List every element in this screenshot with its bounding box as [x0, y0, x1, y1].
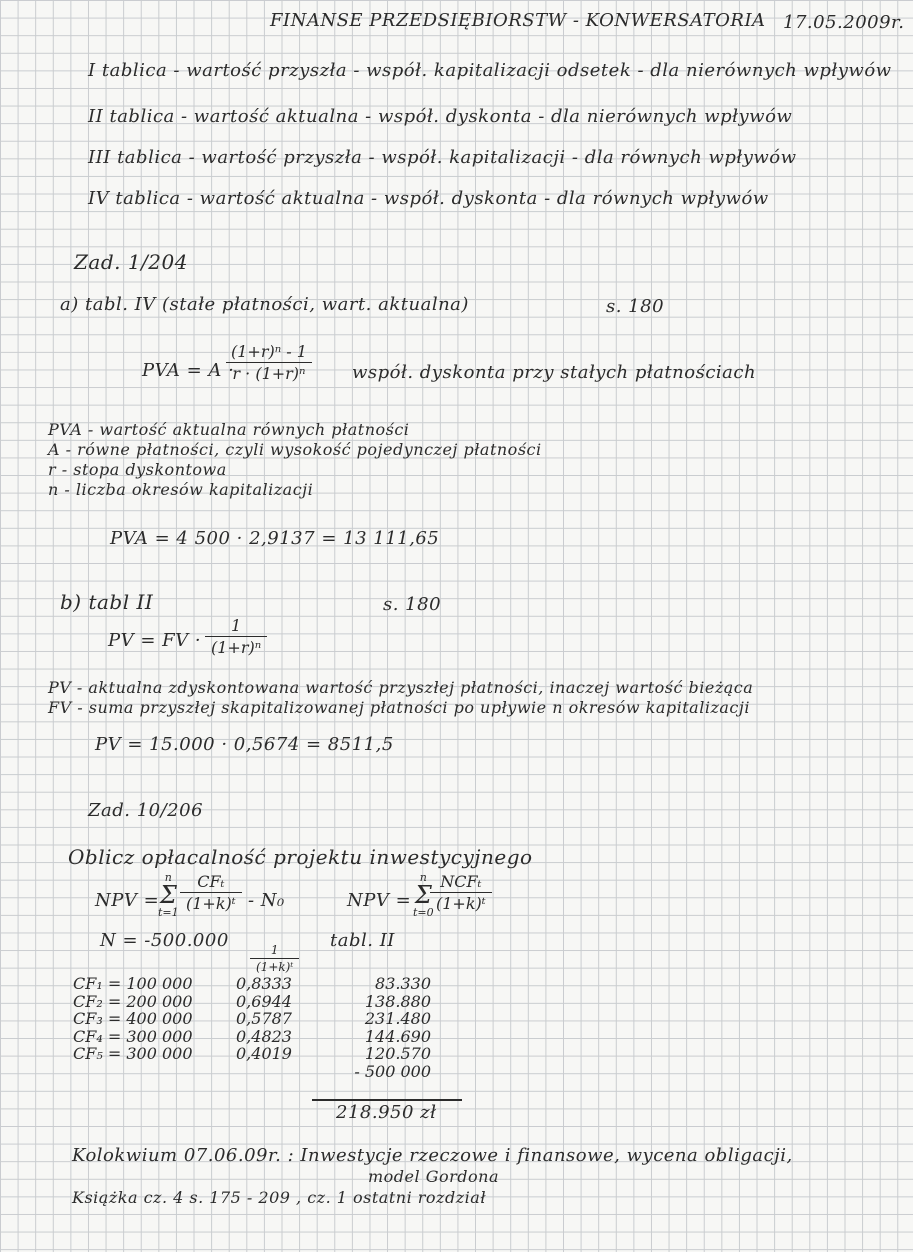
pva-fraction	[225, 342, 313, 383]
zad10-intro: Oblicz opłacalność projektu inwestycyjnego	[68, 845, 533, 869]
table-text: tablica - wartość przyszła - współ. kapitalizacji odsetek - dla nierównych wpływów	[101, 60, 892, 81]
pva-formula-lhs: PVA = A ·	[142, 360, 235, 381]
npv-formula-1-lhs: NPV =	[95, 890, 160, 911]
npv2-denominator: (1+k)ᵗ	[430, 892, 492, 913]
pv-def-2: FV - suma przyszłej skapitalizowanej płatności po upływie n okresów kapitalizacji	[48, 698, 750, 717]
coefficient-row: 0,5787	[236, 1009, 292, 1029]
npv1-numerator: CFₜ	[197, 872, 225, 891]
npv-result: 218.950 zł	[336, 1102, 437, 1123]
footer-line-2: model Gordona	[368, 1167, 499, 1186]
cash-flows-column	[73, 975, 193, 1063]
pva-def-3: r - stopa dyskontowa	[48, 460, 227, 479]
pv-calculation: PV = 15.000 · 0,5674 = 8511,5	[95, 734, 394, 755]
pva-calculation: PVA = 4 500 · 2,9137 = 13 111,65	[110, 528, 440, 549]
pva-numerator: (1+r)ⁿ - 1	[231, 342, 307, 361]
sum-bottom: t=0	[413, 906, 434, 919]
footer-line-1: Kolokwium 07.06.09r. : Inwestycje rzeczowe i finansowe, wycena obligacji,	[72, 1145, 793, 1166]
pv-fraction	[205, 616, 267, 657]
discounted-row: 138.880	[364, 991, 431, 1011]
table-number: I	[88, 60, 96, 81]
pva-formula-note: współ. dyskonta przy stałych płatnościach	[352, 362, 757, 383]
table-number: II	[88, 106, 104, 127]
table-line-3	[88, 147, 797, 168]
table-reference: tabl. II	[330, 930, 395, 951]
coefficients-column	[236, 975, 292, 1063]
coefficient-row: 0,4019	[236, 1044, 292, 1064]
discounted-row: 231.480	[364, 1009, 431, 1029]
coef-denominator: (1+k)ᵗ	[250, 958, 299, 974]
zad1b-page: s. 180	[383, 594, 442, 615]
discounted-column	[336, 975, 431, 1081]
cash-flow-row: CF₄ = 300 000	[73, 1026, 193, 1046]
cash-flow-row: CF₃ = 400 000	[73, 1009, 193, 1029]
table-text: tablica - wartość przyszła - współ. kapitalizacji - dla równych wpływów	[117, 147, 797, 168]
zad1a-page: s. 180	[606, 296, 665, 317]
zad1b-line: b) tabl II	[60, 590, 154, 614]
table-text: tablica - wartość aktualna - współ. dyskonta - dla równych wpływów	[115, 188, 769, 209]
pv-formula-lhs: PV = FV ·	[108, 630, 202, 651]
discounted-row: 144.690	[364, 1026, 431, 1046]
cash-flow-row: CF₂ = 200 000	[73, 991, 193, 1011]
pva-denominator: r · (1+r)ⁿ	[226, 362, 311, 383]
coef-numerator: 1	[270, 943, 279, 957]
pv-numerator: 1	[231, 616, 242, 635]
table-number: IV	[88, 188, 110, 209]
n-value: N = -500.000	[100, 930, 229, 951]
coefficient-row: 0,8333	[236, 974, 292, 993]
npv-formula-2-fraction	[430, 872, 492, 913]
coefficient-row: 0,4823	[236, 1026, 292, 1046]
discounted-row: 83.330	[375, 974, 431, 993]
npv-formula-2-lhs: NPV =	[347, 890, 412, 911]
npv-formula-1-sum	[158, 872, 179, 918]
sigma-icon: Σ	[414, 881, 432, 909]
sum-top: n	[419, 871, 427, 884]
npv-formula-1-tail: - N₀	[248, 890, 285, 911]
subtract-row: - 500 000	[354, 1061, 431, 1081]
table-line-1	[88, 60, 892, 81]
table-line-4	[88, 188, 769, 209]
pva-def-4: n - liczba okresów kapitalizacji	[48, 480, 314, 499]
pv-denominator: (1+r)ⁿ	[205, 636, 267, 657]
npv-formula-1-fraction	[180, 872, 242, 913]
page-title: FINANSE PRZEDSIĘBIORSTW - KONWERSATORIA	[270, 10, 766, 31]
coefficient-row: 0,6944	[236, 991, 292, 1011]
table-line-2	[88, 106, 792, 127]
table-text: tablica - wartość aktualna - współ. dyskonta - dla nierównych wpływów	[109, 106, 793, 127]
sum-underline	[312, 1099, 462, 1101]
sigma-icon: Σ	[159, 881, 177, 909]
cash-flow-row: CF₅ = 300 000	[73, 1044, 193, 1064]
cash-flow-row: CF₁ = 100 000	[73, 974, 193, 993]
pva-def-2: A - równe płatności, czyli wysokość pojedynczej płatności	[48, 440, 542, 459]
table-number: III	[88, 147, 111, 168]
pv-def-1: PV - aktualna zdyskontowana wartość przyszłej płatności, inaczej wartość bieżąca	[48, 678, 754, 697]
sum-bottom: t=1	[158, 906, 179, 919]
npv2-numerator: NCFₜ	[440, 872, 482, 891]
footer-line-3: Książka cz. 4 s. 175 - 209 , cz. 1 ostatni rozdział	[72, 1188, 486, 1207]
discounted-row: 120.570	[364, 1044, 431, 1064]
zad10-heading: Zad. 10/206	[88, 800, 204, 821]
sum-top: n	[164, 871, 172, 884]
page-date: 17.05.2009r.	[783, 12, 905, 33]
zad1-heading: Zad. 1/204	[74, 250, 188, 274]
npv1-denominator: (1+k)ᵗ	[180, 892, 242, 913]
zad1a-line: a) tabl. IV (stałe płatności, wart. aktualna)	[60, 294, 469, 315]
coefficient-header	[250, 943, 299, 974]
pva-def-1: PVA - wartość aktualna równych płatności	[48, 420, 410, 439]
